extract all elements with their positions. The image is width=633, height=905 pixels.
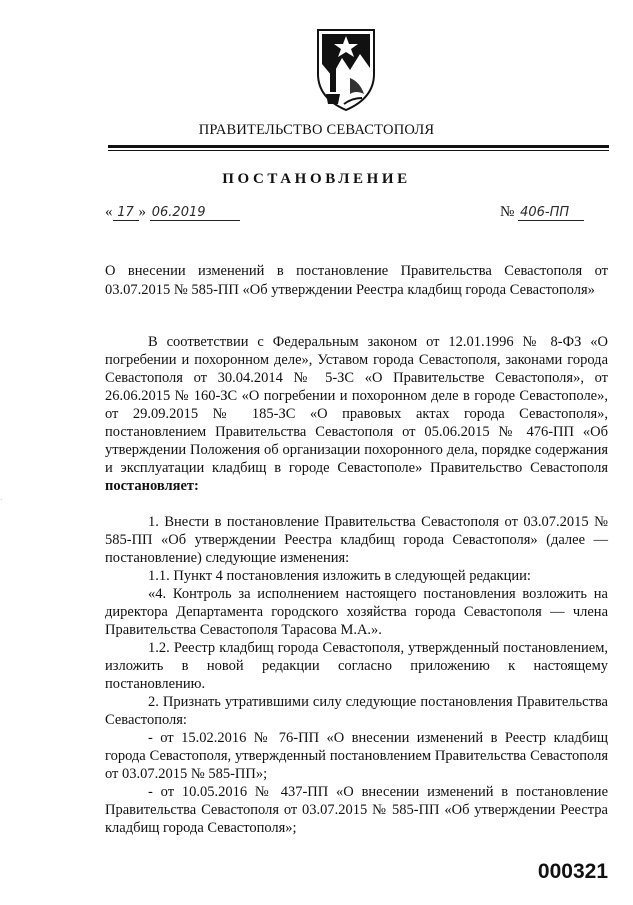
date-open-quote: « xyxy=(105,204,113,220)
list-item: 1.1. Пункт 4 постановления изложить в следующей редакции: xyxy=(148,568,531,584)
document-number xyxy=(500,204,584,221)
document-subject: О внесении изменений в постановление Правительства Севастополя от 03.07.2015 № 585-ПП «Об утверждении Реестра кладбищ города Севастополя» xyxy=(105,263,608,298)
date-day-handwritten: 17 xyxy=(113,206,139,221)
decree-word: постановляет: xyxy=(105,478,199,494)
document-body xyxy=(105,333,608,837)
preamble-text: В соответствии с Федеральным законом от 12.01.1996 № 8-ФЗ «О погребении и похоронном деле», Уставом города Севастополя, законами города Севастополя от 30.04.2014 № 5-ЗС «О Правительстве Севастополя», от 26.06.2015 № 160-ЗС «О погребении и похоронном деле в городе Севастополе», от 29.09.2015 № 185-ЗС «О правовых актах города Севастополя», постановлением Правительства Севастополя от 05.06.2015 № 476-ПП «Об утверждении Положения об организации похоронного дела, порядке содержания и эксплуатации кладбищ в городе Севастополе» Правительство Севастополя xyxy=(105,334,608,476)
preamble-paragraph xyxy=(105,333,608,495)
list-item: «4. Контроль за исполнением настоящего постановления возложить на директора Департамента городского хозяйства города Севастополя — члена Правительства Севастополя Тарасова М.А.». xyxy=(105,586,608,638)
list-item: 1. Внести в постановление Правительства Севастополя от 03.07.2015 № 585-ПП «Об утверждении Реестра кладбищ города Севастополя» (далее — постановление) следующие изменения: xyxy=(105,514,608,566)
date-month-year-handwritten: 06.2019 xyxy=(150,206,240,221)
number-handwritten: 406-ПП xyxy=(518,206,584,221)
number-prefix: № xyxy=(500,204,515,220)
list-item: - от 15.02.2016 № 76-ПП «О внесении изменений в Реестр кладбищ города Севастополя, утвержденный постановлением Правительства Севастополя от 03.07.2015 № 585-ПП»; xyxy=(105,730,608,782)
margin-mark: · xyxy=(0,496,3,504)
list-item: 1.2. Реестр кладбищ города Севастополя, утвержденный постановлением, изложить в новой редакции согласно приложению к настоящему постановлению. xyxy=(105,640,608,692)
list-item: - от 10.05.2016 № 437-ПП «О внесении изменений в постановление Правительства Севастополя от 03.07.2015 № 585-ПП «Об утверждении Реестра кладбищ города Севастополя»; xyxy=(105,784,608,836)
document-date xyxy=(105,204,240,221)
sevastopol-coat-of-arms-icon xyxy=(304,24,380,114)
serial-number: 000321 xyxy=(537,860,608,883)
header-rule-thick xyxy=(108,145,609,148)
government-name: ПРАВИТЕЛЬСТВО СЕВАСТОПОЛЯ xyxy=(198,122,435,138)
date-close-quote: » xyxy=(138,204,146,220)
header-rule-thin xyxy=(108,150,609,151)
list-item: 2. Признать утратившими силу следующие постановления Правительства Севастополя: xyxy=(105,694,608,728)
document-type-title: ПОСТАНОВЛЕНИЕ xyxy=(222,171,411,187)
